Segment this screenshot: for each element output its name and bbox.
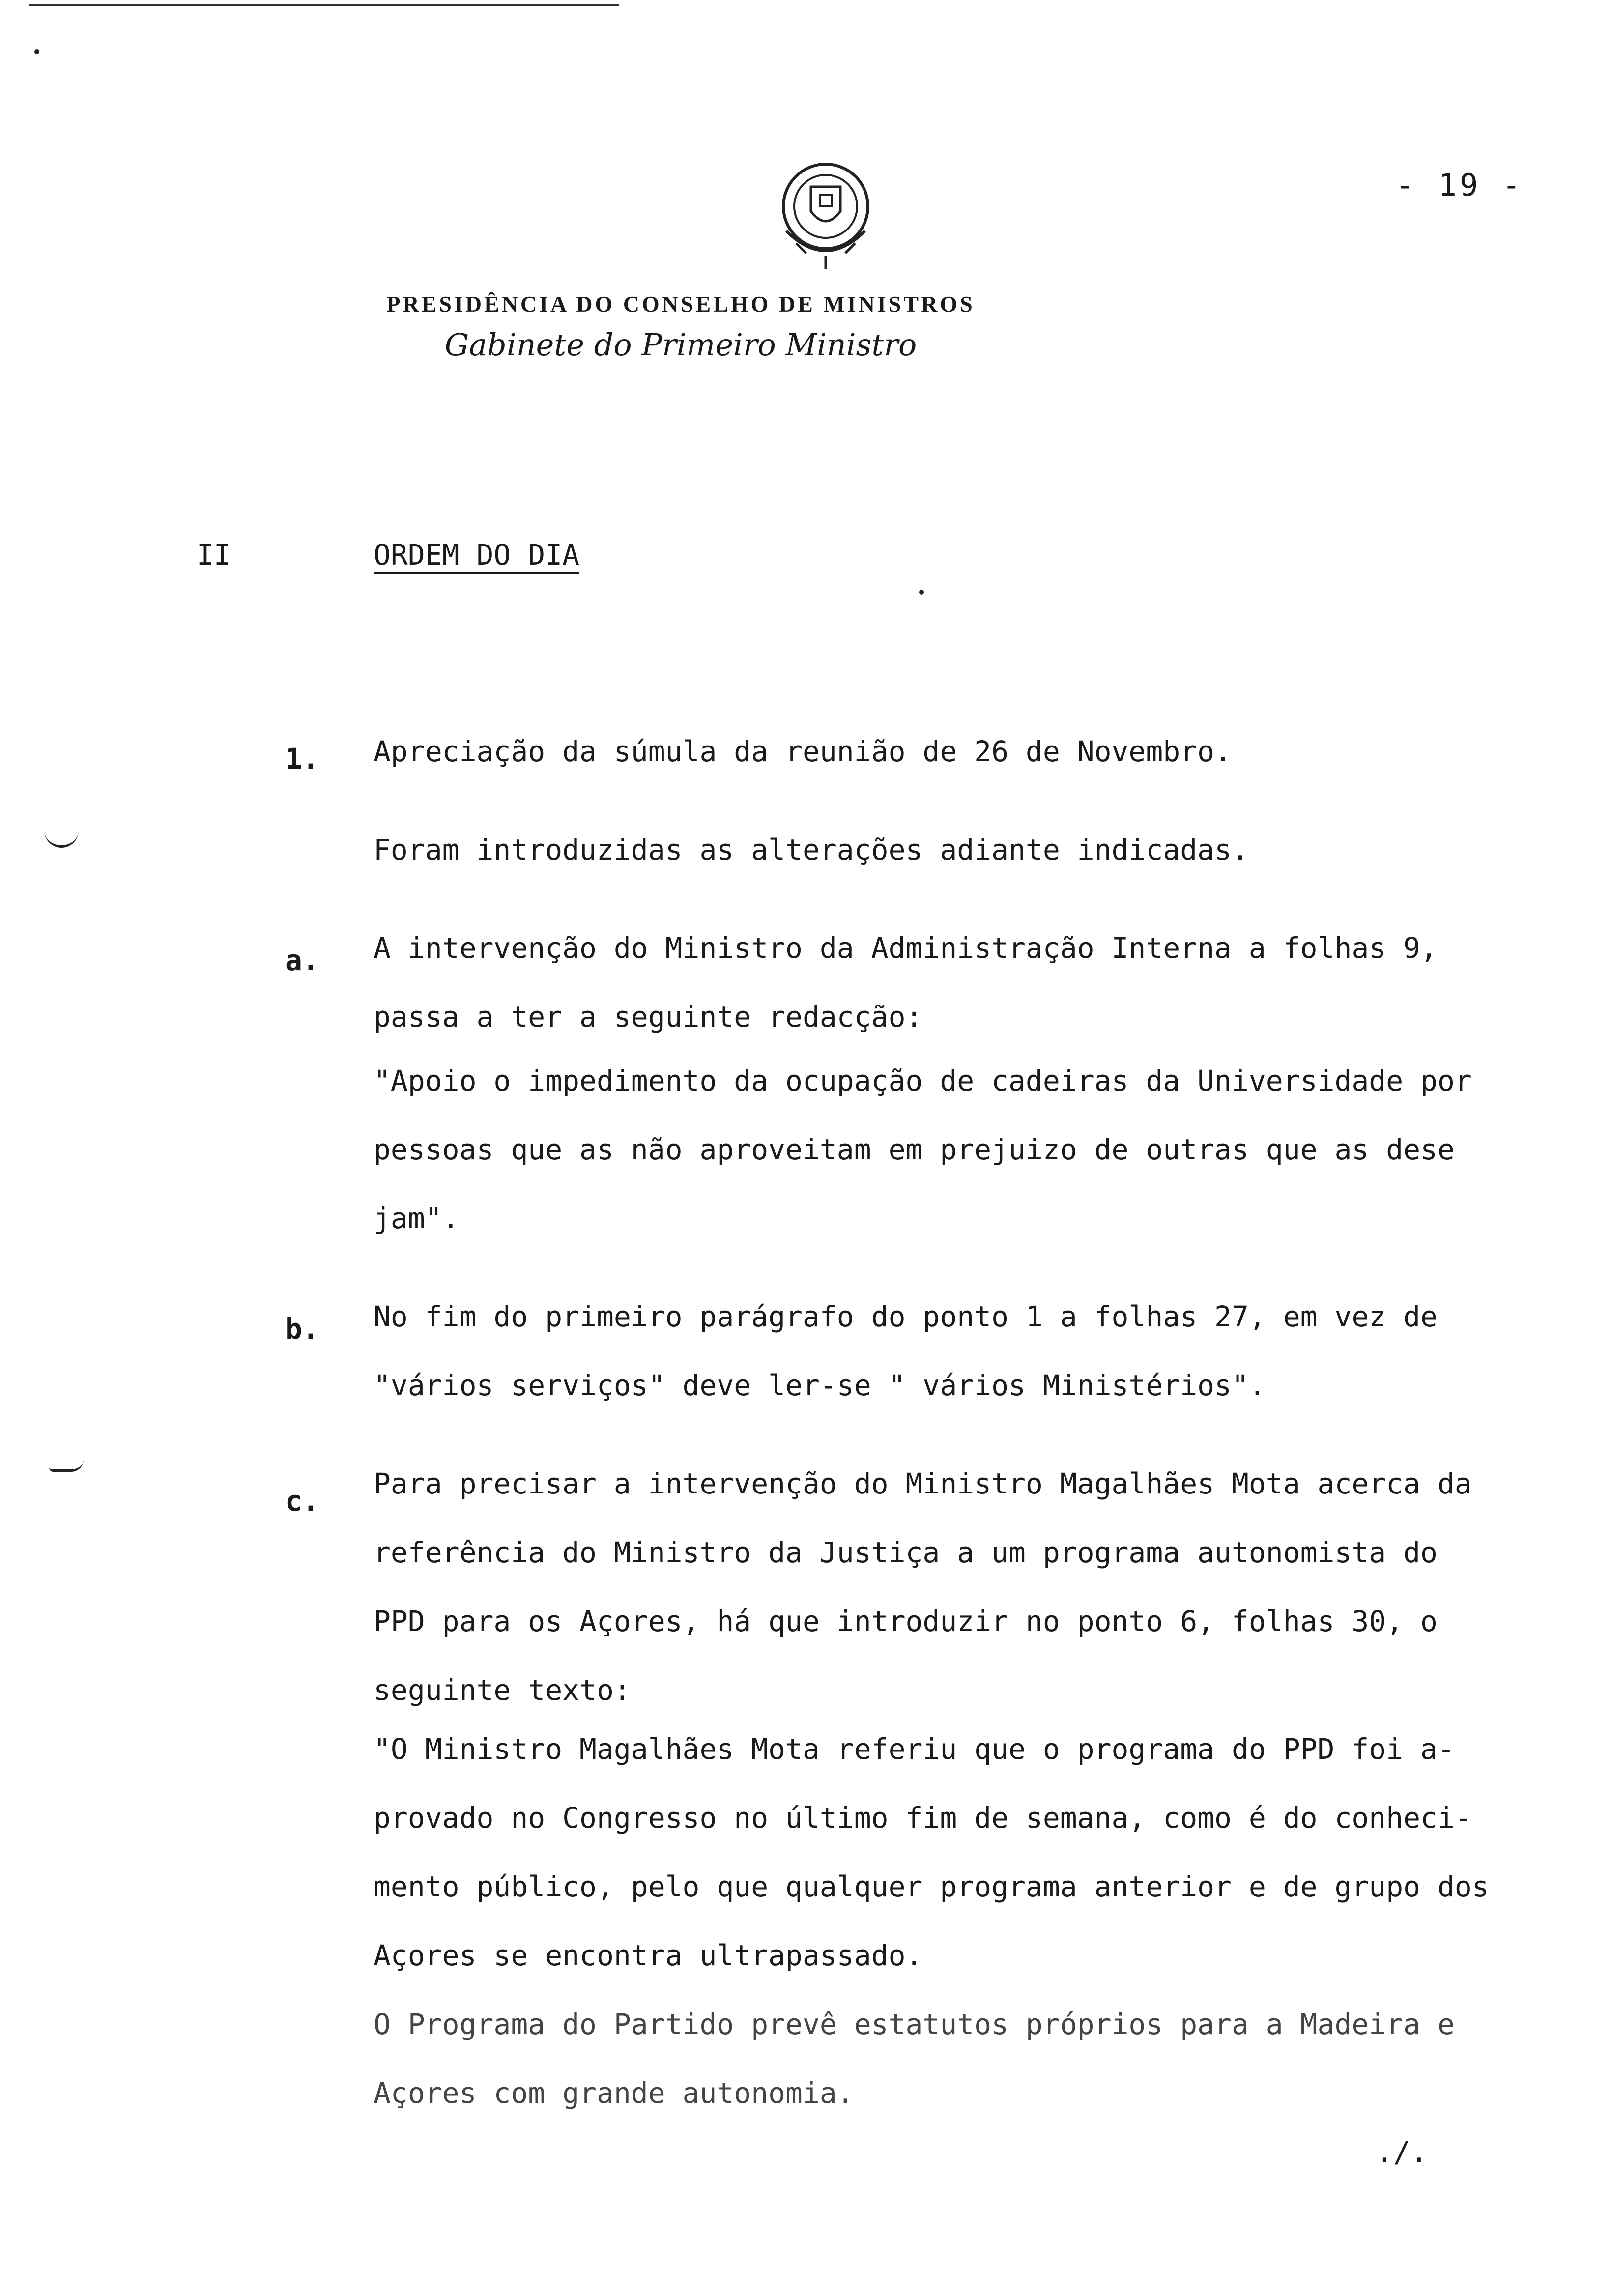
margin-mark <box>44 826 79 848</box>
item-line: No fim do primeiro parágrafo do ponto 1 a folhas 27, em vez de <box>374 1300 1438 1333</box>
continuation-mark: ./. <box>1376 2135 1428 2169</box>
item-line: Açores se encontra ultrapassado. <box>374 1939 923 1972</box>
item-line: referência do Ministro da Justiça a um programa autonomista do <box>374 1536 1438 1569</box>
item-line: Açores com grande autonomia. <box>374 2076 854 2110</box>
item-text: Apreciação da súmula da reunião de 26 de Novembro. <box>374 735 1232 768</box>
item-line: A intervenção do Ministro da Administração Interna a folhas 9, <box>374 931 1438 965</box>
coat-of-arms-seal-icon <box>767 157 885 275</box>
item-line: mento público, pelo que qualquer programa anterior e de grupo dos <box>374 1870 1489 1903</box>
item-label: c. <box>285 1484 319 1518</box>
item-label: b. <box>285 1312 319 1346</box>
item-line: O Programa do Partido prevê estatutos próprios para a Madeira e <box>374 2008 1455 2041</box>
header-subtitle: Gabinete do Primeiro Ministro <box>444 327 917 363</box>
page-number: - 19 - <box>1396 167 1524 203</box>
item-line: provado no Congresso no último fim de semana, como é do conheci- <box>374 1801 1472 1835</box>
scan-speck <box>919 590 924 595</box>
section-number: II <box>197 538 231 572</box>
top-rule <box>29 4 619 6</box>
scan-speck <box>34 49 39 54</box>
item-line: "O Ministro Magalhães Mota referiu que o programa do PPD foi a- <box>374 1732 1455 1766</box>
margin-mark <box>49 1460 84 1472</box>
item-label: a. <box>285 944 319 977</box>
item-line: "Apoio o impedimento da ocupação de cadeiras da Universidade por <box>374 1064 1472 1097</box>
item-line: PPD para os Açores, há que introduzir no ponto 6, folhas 30, o <box>374 1605 1438 1638</box>
item-line: passa a ter a seguinte redacção: <box>374 1000 923 1033</box>
item-line: seguinte texto: <box>374 1673 631 1707</box>
item-line: jam". <box>374 1202 460 1235</box>
item-line: pessoas que as não aproveitam em prejuizo de outras que as dese <box>374 1133 1455 1166</box>
intro-text: Foram introduzidas as alterações adiante indicadas. <box>374 833 1249 866</box>
item-line: "vários serviços" deve ler-se " vários Ministérios". <box>374 1369 1266 1402</box>
header-title: PRESIDÊNCIA DO CONSELHO DE MINISTROS <box>386 291 975 316</box>
item-line: Para precisar a intervenção do Ministro Magalhães Mota acerca da <box>374 1467 1472 1500</box>
section-title: ORDEM DO DIA <box>374 538 580 572</box>
item-label: 1. <box>285 742 319 775</box>
